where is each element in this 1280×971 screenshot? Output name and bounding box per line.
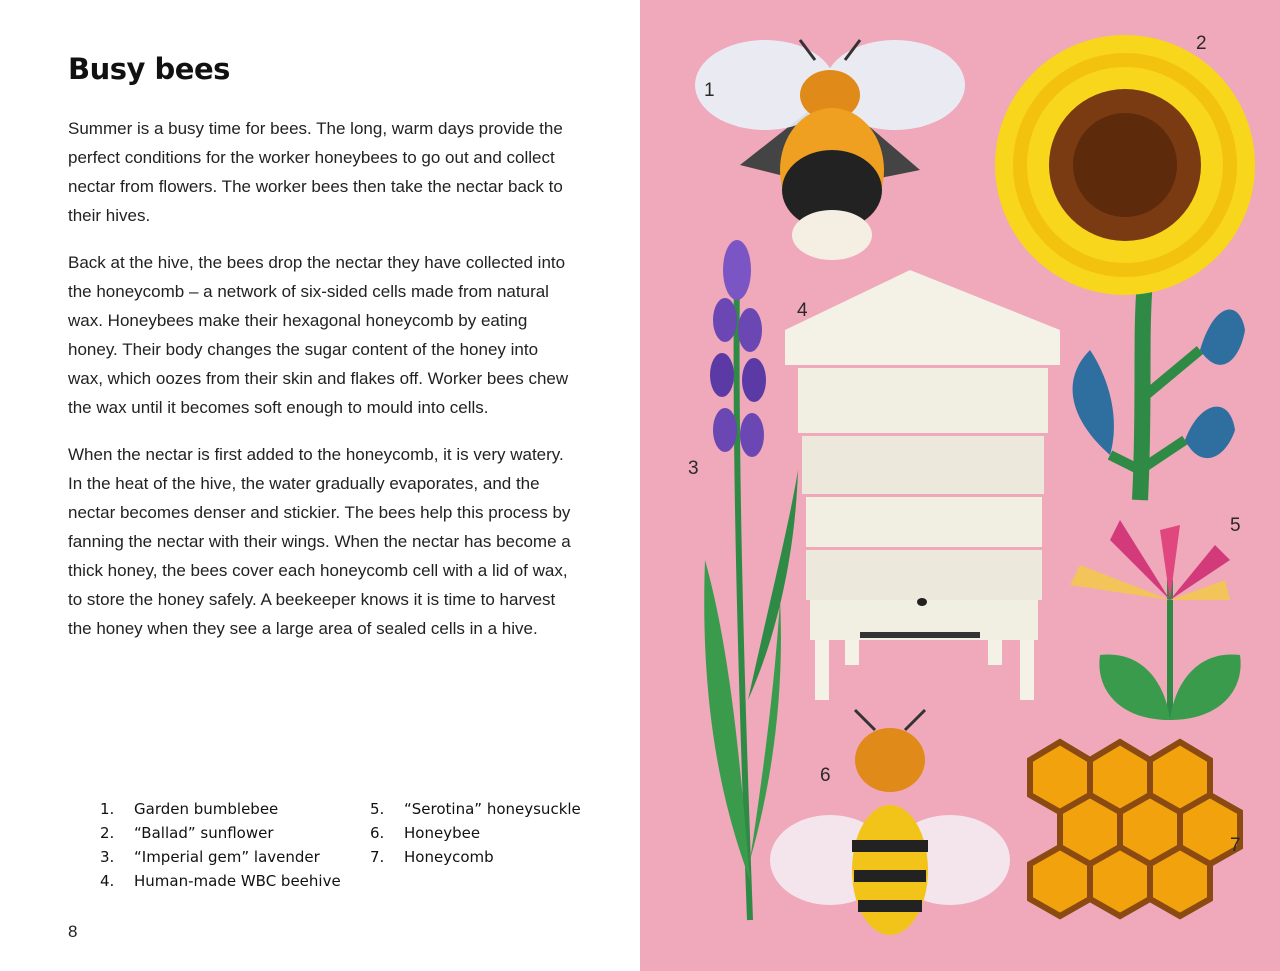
honeycomb-illustration [1030, 742, 1240, 916]
legend-item [370, 824, 581, 848]
legend-number: 1. [100, 800, 115, 818]
legend-number: 5. [370, 800, 385, 818]
legend-number: 2. [100, 824, 115, 842]
legend-label: “Serotina” honeysuckle [404, 800, 581, 818]
page-title: Busy bees [68, 52, 230, 86]
legend-column-1 [100, 800, 341, 896]
legend-number: 7. [370, 848, 385, 866]
illustration-page [640, 0, 1280, 971]
marker-5: 5 [1230, 515, 1241, 536]
legend-item [370, 800, 581, 824]
beehive-illustration [785, 270, 1060, 700]
paragraph-1: Summer is a busy time for bees. The long, warm days provide the perfect conditions for the worker honeybees to go out and collect nectar from flowers. The worker bees then take the nectar back to their hives. [68, 119, 563, 225]
legend-item [100, 872, 341, 896]
marker-1: 1 [704, 80, 715, 101]
marker-4: 4 [797, 300, 808, 321]
legend-label: “Imperial gem” lavender [134, 848, 320, 866]
marker-3: 3 [688, 458, 699, 479]
paragraph-2: Back at the hive, the bees drop the nectar they have collected into the honeycomb – a network of six-sided cells made from natural wax. Honeybees make their hexagonal honeycomb by eating honey. Their body changes the sugar content of the honey into wax, which oozes from their skin and flakes off. Worker bees chew the wax until it becomes soft enough to mould into cells. [68, 253, 569, 417]
page-number: 8 [68, 922, 78, 941]
marker-2: 2 [1196, 33, 1207, 54]
legend-column-2 [370, 800, 581, 872]
legend-number: 4. [100, 872, 115, 890]
legend-label: Honeybee [404, 824, 481, 842]
illustration-canvas [640, 0, 1280, 971]
legend-number: 6. [370, 824, 385, 842]
legend-item [100, 824, 341, 848]
marker-7: 7 [1230, 835, 1241, 856]
paragraph-3: When the nectar is first added to the honeycomb, it is very watery. In the heat of the hive, the water gradually evaporates, and the nectar becomes denser and stickier. The bees help this process by fanning the nectar with their wings. When the nectar has become a thick honey, the bees cover each honeycomb cell with a lid of wax, to store the honey safely. A beekeeper knows it is time to harvest the honey when they see a large area of sealed cells in a hive. [68, 445, 571, 638]
bumblebee-illustration [695, 40, 965, 260]
legend-label: Garden bumblebee [134, 800, 279, 818]
lavender-illustration [704, 240, 798, 920]
legend-label: Human-made WBC beehive [134, 872, 341, 890]
legend-item [100, 800, 341, 824]
marker-6: 6 [820, 765, 831, 786]
body-text [68, 114, 573, 661]
legend-number: 3. [100, 848, 115, 866]
honeysuckle-illustration [1070, 520, 1241, 720]
legend-item [100, 848, 341, 872]
honeybee-illustration [770, 710, 1010, 935]
legend-item [370, 848, 581, 872]
legend-label: “Ballad” sunflower [134, 824, 274, 842]
legend-label: Honeycomb [404, 848, 494, 866]
